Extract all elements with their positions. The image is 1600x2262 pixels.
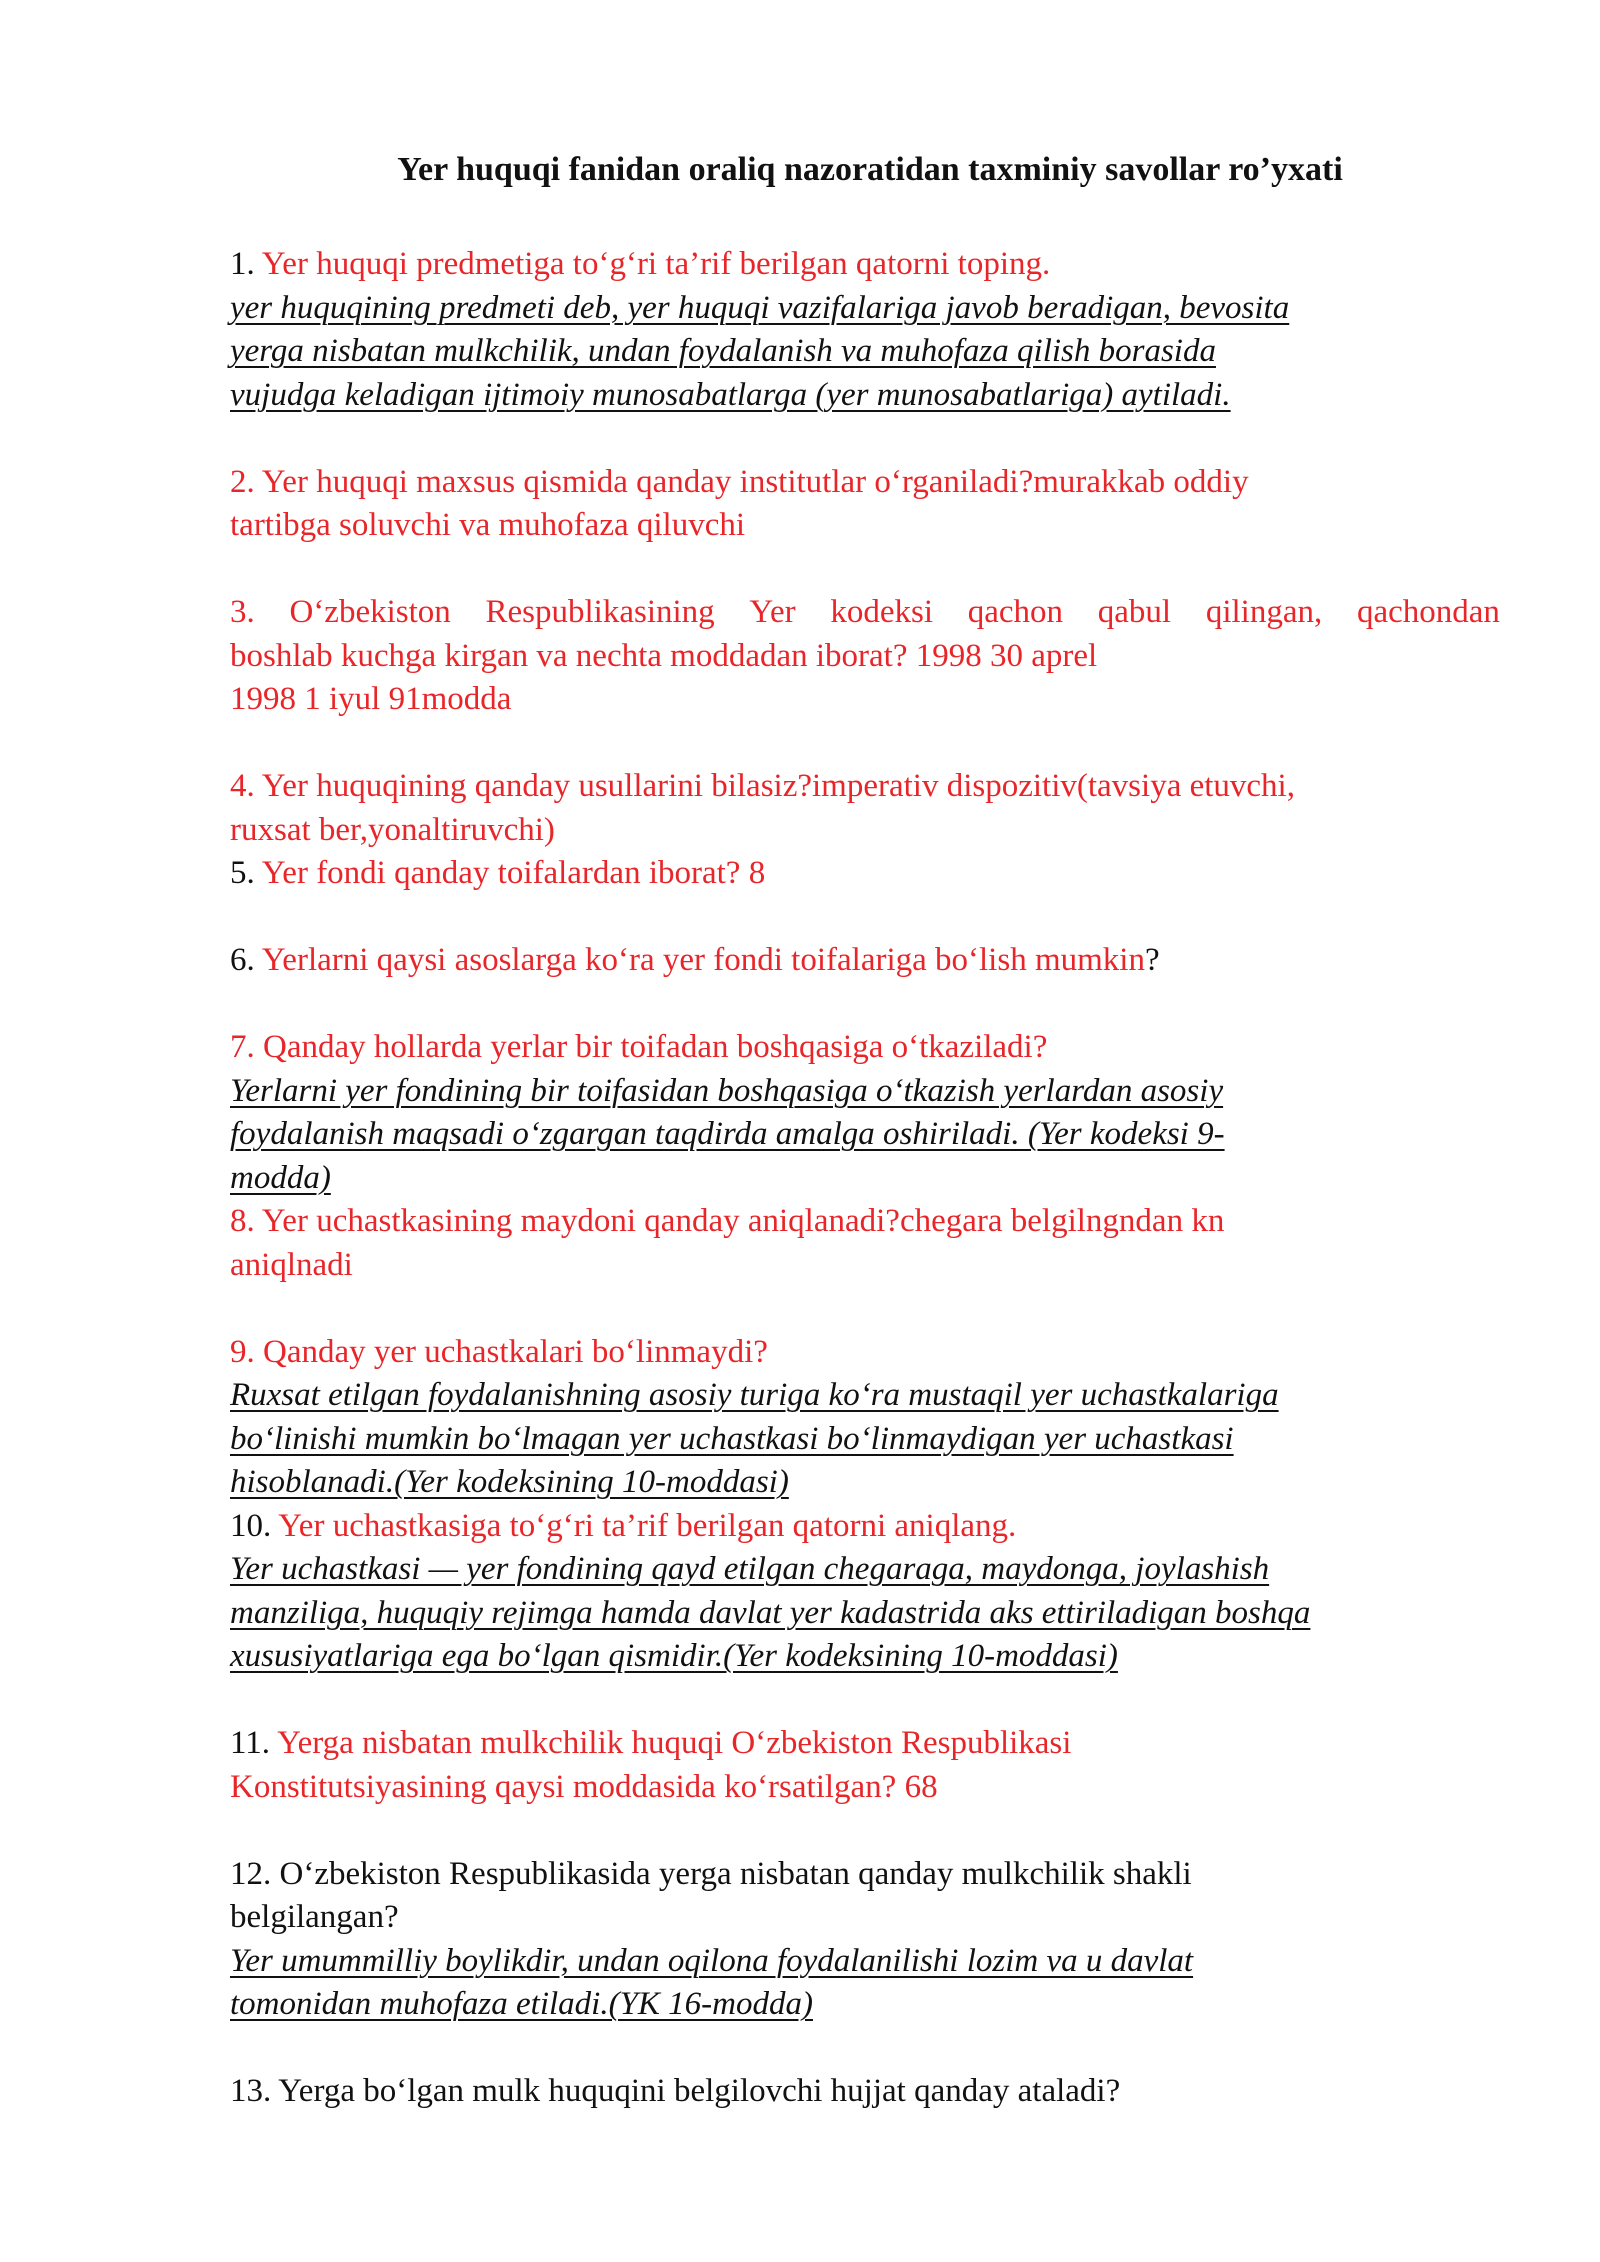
spacer (230, 1679, 1500, 1723)
question-list (230, 243, 1500, 2114)
question-number: 1. (230, 246, 262, 282)
answer-line: Ruxsat etilgan foydalanishning asosiy turiga ko‘ra mustaqil yer uchastkalariga (230, 1377, 1279, 1413)
spacer (230, 548, 1500, 592)
spacer (230, 2027, 1500, 2071)
question-4-cont: ruxsat ber,yonaltiruvchi) (230, 811, 555, 848)
question-5 (230, 852, 1500, 896)
question-7: 7. Qanday hollarda yerlar bir toifadan boshqasiga o‘tkaziladi? (230, 1029, 1048, 1065)
question-10 (230, 1505, 1500, 1549)
answer-line: vujudga keladigan ijtimoiy munosabatlarga (yer munosabatlariga) aytiladi. (230, 376, 1231, 413)
question-text: Yerlarni qaysi asoslarga ko‘ra yer fondi toifalariga bo‘lish mumkin (261, 942, 1145, 978)
spacer (230, 896, 1500, 940)
spacer (230, 722, 1500, 766)
question-number: 6. (230, 942, 262, 978)
answer-line: tomonidan muhofaza etiladi.(YK 16-modda) (230, 1986, 813, 2022)
question-number: 10. (230, 1507, 279, 1544)
question-text: Yer uchastkasiga to‘g‘ri ta’rif berilgan qatorni aniqlang. (278, 1507, 1017, 1544)
question-8: 8. Yer uchastkasining maydoni qanday aniqlanadi?chegara belgilngndan kn (230, 1203, 1225, 1239)
question-text: Yerga nisbatan mulkchilik huquqi O‘zbekiston Respublikasi (277, 1725, 1072, 1761)
spacer (230, 1287, 1500, 1331)
question-11 (230, 1722, 1500, 1766)
answer-line: Yer umummilliy boylikdir, undan oqilona foydalanilishi lozim va u davlat (230, 1942, 1194, 1979)
spacer (230, 1809, 1500, 1853)
spacer (230, 417, 1500, 461)
document-title: Yer huquqi fanidan oraliq nazoratidan taxminiy savollar ro’yxati (397, 151, 1343, 188)
answer-line: bo‘linishi mumkin bo‘lmagan yer uchastkasi bo‘linmaydigan yer uchastkasi (230, 1420, 1234, 1457)
question-12-cont: belgilangan? (230, 1899, 399, 1935)
answer-line: manziliga, huquqiy rejimga hamda davlat yer kadastrida aks ettiriladigan boshqa (230, 1594, 1311, 1631)
question-12: 12. O‘zbekiston Respublikasida yerga nisbatan qanday mulkchilik shakli (230, 1855, 1192, 1892)
answer-line: hisoblanadi.(Yer kodeksining 10-moddasi) (230, 1464, 789, 1500)
answer-line: xususiyatlariga ega bo‘lgan qismidir.(Yer kodeksining 10-moddasi) (230, 1638, 1118, 1674)
spacer (230, 983, 1500, 1027)
question-text: Yer huquqi predmetiga to‘g‘ri ta’rif berilgan qatorni toping. (261, 246, 1051, 282)
answer-line: yer huquqining predmeti deb, yer huquqi vazifalariga javob beradigan, bevosita (230, 289, 1290, 326)
question-2: 2. Yer huquqi maxsus qismida qanday institutlar o‘rganiladi?murakkab oddiy (230, 463, 1249, 500)
question-1 (230, 243, 1500, 287)
question-text: Yer fondi qanday toifalardan iborat? 8 (261, 855, 766, 891)
question-2-cont: tartibga soluvchi va muhofaza qiluvchi (230, 507, 746, 543)
answer-line: modda) (230, 1159, 331, 1196)
answer-line: yerga nisbatan mulkchilik, undan foydalanish va muhofaza qilish borasida (230, 333, 1216, 369)
question-11-cont: Konstitutsiyasining qaysi moddasida ko‘rsatilgan? 68 (230, 1768, 938, 1805)
question-6: 6. Yerlarni qaysi asoslarga ko‘ra yer fondi toifalariga bo‘lish mumkin? (230, 942, 1160, 978)
question-8-cont: aniqlnadi (230, 1246, 353, 1283)
question-number: 5. (230, 855, 262, 891)
question-number: 11. (230, 1725, 278, 1761)
answer-line: foydalanish maqsadi o‘zgargan taqdirda amalga oshiriladi. (Yer kodeksi 9- (230, 1116, 1225, 1152)
question-13: 13. Yerga bo‘lgan mulk huquqini belgilovchi hujjat qanday ataladi? (230, 2073, 1121, 2109)
question-4: 4. Yer huquqining qanday usullarini bilasiz?imperativ dispozitiv(tavsiya etuvchi, (230, 768, 1295, 804)
answer-line: Yer uchastkasi — yer fondining qayd etilgan chegaraga, maydonga, joylashish (230, 1551, 1270, 1587)
question-9: 9. Qanday yer uchastkalari bo‘linmaydi? (230, 1333, 768, 1370)
question-3: 3. O‘zbekiston Respublikasining Yer kodeksi qachon qabul qilingan, qachondan (230, 594, 1500, 630)
question-3-answer: 1998 1 iyul 91modda (230, 681, 512, 717)
question-3-cont: boshlab kuchga kirgan va nechta moddadan iborat? 1998 30 aprel (230, 637, 1098, 674)
answer-line: Yerlarni yer fondining bir toifasidan boshqasiga o‘tkazish yerlardan asosiy (230, 1072, 1224, 1109)
